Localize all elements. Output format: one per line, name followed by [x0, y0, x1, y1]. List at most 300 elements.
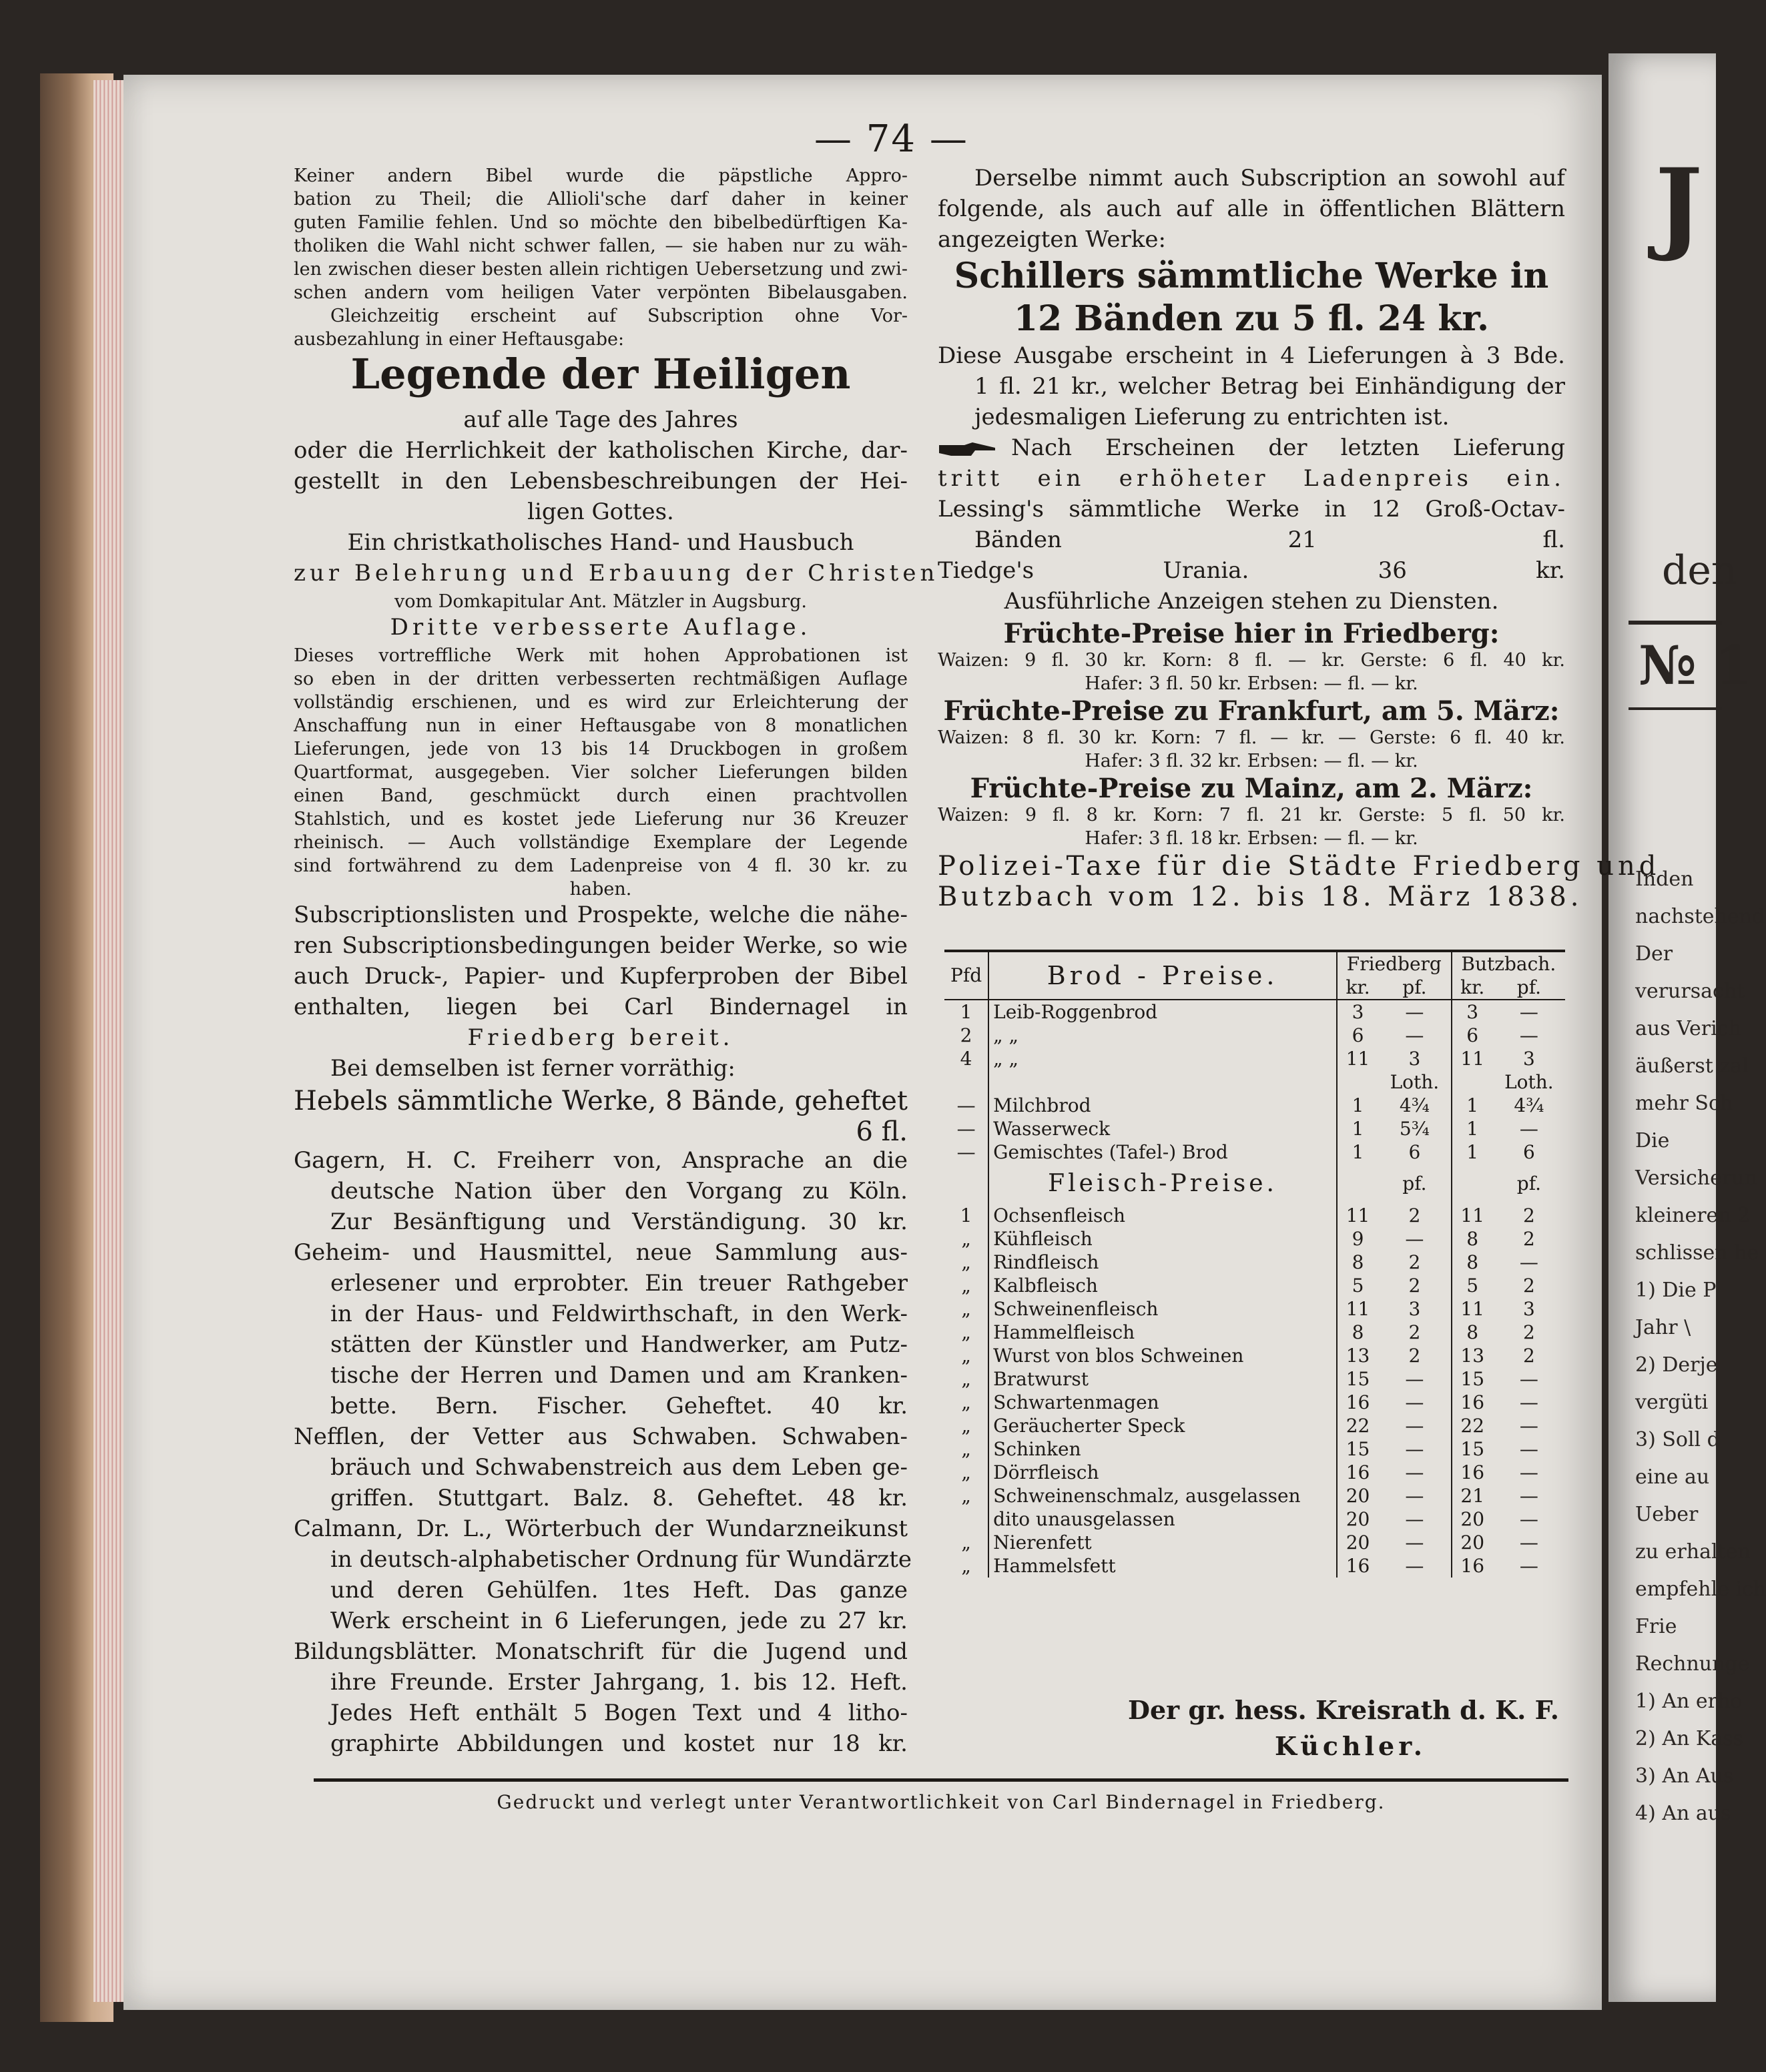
cell-pfd: „ — [961, 1531, 971, 1553]
cell-name — [988, 1070, 1337, 1094]
text-content: Waizen: 9 fl. 30 kr. Korn: 8 fl. — kr. Gerste: 6 fl. 40 kr. — [938, 650, 1565, 671]
text-line — [938, 590, 1565, 621]
text-content: erlesener und erprobter. Ein treuer Rathgeber — [330, 1270, 908, 1297]
text-content: bräuch und Schwabenstreich aus dem Leben ge- — [330, 1454, 908, 1481]
friedberg-pf-label: pf. — [1402, 1172, 1427, 1194]
cell-name: Hammelsfett — [988, 1554, 1337, 1578]
cell-name: Schweinenschmalz, ausgelassen — [988, 1484, 1337, 1507]
cell-fp: — — [1405, 1531, 1424, 1553]
signature-title: Der gr. hess. Kreisrath d. K. F. — [1128, 1695, 1559, 1725]
text-line — [294, 717, 908, 740]
meat-prices-title: Fleisch-Preise. — [988, 1164, 1337, 1204]
text-line — [294, 190, 908, 214]
text-line — [294, 1546, 912, 1579]
text-line — [938, 256, 1565, 302]
text-line — [938, 498, 1565, 529]
brod-prices-title: Brod - Preise. — [988, 951, 1337, 1000]
text-line — [294, 1640, 908, 1671]
cell-fk: 1 — [1337, 1140, 1378, 1164]
text-content: Nefflen, der Vetter aus Schwaben. Schwaben- — [294, 1423, 908, 1450]
cell-fk: 20 — [1337, 1484, 1378, 1507]
table-row — [944, 1414, 1565, 1437]
text-content: guten Familie fehlen. Und so möchte den bibelbedürftigen Ka- — [294, 212, 908, 233]
next-page-text: 1) An erho — [1635, 1690, 1743, 1713]
cell-name: Milchbrod — [988, 1094, 1337, 1117]
table-row — [944, 1094, 1565, 1117]
text-content: len zwischen dieser besten allein richtigen Uebersetzung und zwi- — [294, 259, 908, 280]
cell-bk: 20 — [1452, 1531, 1493, 1554]
cell-name: Ochsenfleisch — [988, 1204, 1337, 1227]
cell-name: dito unausgelassen — [988, 1507, 1337, 1531]
next-page-text: schlissen he — [1635, 1241, 1759, 1265]
cell-pfd: 4 — [960, 1047, 972, 1070]
table-row — [944, 1321, 1565, 1344]
text-line — [294, 1272, 908, 1303]
cell-bp: — — [1519, 1507, 1538, 1530]
text-content: Legende der Heiligen — [350, 350, 851, 398]
cell-pfd: „ — [961, 1227, 971, 1250]
text-line — [294, 1208, 908, 1241]
text-content: ligen Gottes. — [527, 498, 674, 525]
cell-pfd — [944, 1070, 988, 1094]
cell-fk: 9 — [1337, 1227, 1378, 1251]
cell-pfd: 1 — [960, 1204, 972, 1227]
cell-bk: 16 — [1452, 1554, 1493, 1578]
text-line — [938, 406, 1565, 436]
cell-fp: 2 — [1408, 1251, 1421, 1273]
cell-bk: 20 — [1452, 1507, 1493, 1531]
cell-name: Geräucherter Speck — [988, 1414, 1337, 1437]
text-line — [294, 1456, 908, 1487]
butzbach-pf-header: pf. — [1493, 976, 1565, 1000]
cell-fp: 3 — [1408, 1047, 1421, 1070]
cell-fk: 11 — [1337, 1297, 1378, 1321]
cell-bk: 16 — [1452, 1461, 1493, 1484]
cell-name: „ „ — [988, 1024, 1337, 1047]
cell-fp: 4¾ — [1399, 1094, 1430, 1116]
text-line — [294, 965, 908, 996]
cell-fk: 8 — [1337, 1251, 1378, 1274]
cell-pfd: „ — [961, 1414, 971, 1437]
table-row — [944, 1204, 1565, 1227]
text-line — [294, 1333, 908, 1364]
text-line — [938, 618, 1565, 651]
text-content: Friedberg bereit. — [467, 1024, 734, 1051]
cell-name: Dörrfleisch — [988, 1461, 1337, 1484]
text-line — [294, 1579, 908, 1610]
text-line — [294, 1057, 908, 1088]
cell-bk: 22 — [1452, 1414, 1493, 1437]
text-content: Diese Ausgabe erscheint in 4 Lieferungen à 3 Bde. — [938, 342, 1565, 369]
text-content: Lessing's sämmtliche Werke in 12 Groß-Octav- — [938, 496, 1565, 523]
text-content: gestellt in den Lebensbeschreibungen der Hei- — [294, 468, 908, 494]
next-page-text: empfehle ich — [1635, 1578, 1766, 1601]
cell-fk: 16 — [1337, 1461, 1378, 1484]
table-row — [944, 1531, 1565, 1554]
cell-bp: 6 — [1522, 1140, 1535, 1163]
cell-bp: — — [1519, 1117, 1538, 1140]
cell-fk: 20 — [1337, 1531, 1378, 1554]
cell-bk — [1452, 1070, 1493, 1094]
text-content: tische der Herren und Damen und am Kranken- — [330, 1362, 908, 1389]
cell-fk: 20 — [1337, 1507, 1378, 1531]
text-line — [294, 1149, 908, 1180]
text-line — [938, 851, 1661, 884]
text-line — [294, 1487, 908, 1517]
cell-bp: 2 — [1522, 1227, 1535, 1250]
cell-pfd: — — [956, 1140, 976, 1163]
cell-bk: 21 — [1452, 1484, 1493, 1507]
cell-bp: — — [1519, 1367, 1538, 1390]
text-content: Geheim- und Hausmittel, neue Sammlung aus- — [294, 1239, 908, 1266]
cell-fp: — — [1405, 1000, 1424, 1023]
text-line — [938, 775, 1565, 806]
text-content: rheinisch. — Auch vollständige Exemplare der Legende — [294, 832, 908, 853]
table-row — [944, 1047, 1565, 1070]
cell-name: Kalbfleisch — [988, 1274, 1337, 1297]
cell-fp: — — [1405, 1367, 1424, 1390]
text-content: einen Band, geschmückt durch einen prachtvollen — [294, 785, 908, 806]
text-content: Tiedge's Urania. 36 kr. — [938, 557, 1565, 584]
text-line — [938, 806, 1565, 829]
cell-bp: — — [1519, 1391, 1538, 1413]
cell-fp: 2 — [1408, 1274, 1421, 1297]
cell-fp: — — [1405, 1554, 1424, 1577]
cell-name: Schinken — [988, 1437, 1337, 1461]
cell-bp: — — [1519, 1024, 1538, 1046]
cell-fp: 2 — [1408, 1321, 1421, 1343]
cell-fp: — — [1405, 1437, 1424, 1460]
next-page-text: kleineren 2 — [1635, 1204, 1751, 1227]
table-row — [944, 1507, 1565, 1531]
cell-pfd: „ — [961, 1274, 971, 1297]
cell-bk: 1 — [1452, 1140, 1493, 1164]
friedberg-pf-header: pf. — [1378, 976, 1452, 1000]
text-line — [938, 829, 1565, 853]
cell-bk: 15 — [1452, 1367, 1493, 1391]
cell-fp: 2 — [1408, 1204, 1421, 1227]
text-line — [938, 559, 1565, 590]
text-line — [294, 470, 908, 500]
cell-pfd: „ — [961, 1391, 971, 1413]
cell-name: Leib-Roggenbrod — [988, 1000, 1337, 1024]
right-column — [938, 165, 1661, 914]
text-content: Subscriptionslisten und Prospekte, welche die nähe- — [294, 902, 908, 928]
next-page-text: 3) Soll d — [1635, 1428, 1720, 1451]
cell-fp: 5¾ — [1399, 1117, 1430, 1140]
text-content: bette. Bern. Fischer. Geheftet. 40 kr. — [330, 1393, 908, 1419]
text-content: Hafer: 3 fl. 50 kr. Erbsen: — fl. — kr. — [1085, 673, 1418, 694]
cell-name: Schweinenfleisch — [988, 1297, 1337, 1321]
text-line — [294, 214, 908, 237]
bottom-rule — [314, 1778, 1568, 1782]
cell-name: Kühfleisch — [988, 1227, 1337, 1251]
text-line — [938, 228, 1565, 259]
cell-pfd: 1 — [960, 1000, 972, 1023]
next-page-text: Rechnunge — [1635, 1652, 1750, 1676]
adjacent-page — [1608, 53, 1766, 2002]
text-line — [294, 307, 908, 330]
text-line — [294, 647, 908, 670]
text-content: vom Domkapitular Ant. Mätzler in Augsburg. — [394, 591, 807, 612]
cell-bp: — — [1519, 1251, 1538, 1273]
text-line — [294, 934, 908, 965]
cell-pfd: „ — [961, 1251, 971, 1273]
text-line — [294, 996, 908, 1026]
text-line — [938, 298, 1565, 344]
text-line — [294, 616, 908, 647]
butzbach-header: Butzbach. — [1452, 951, 1565, 976]
cell-pfd: „ — [961, 1461, 971, 1483]
cell-fk: 11 — [1337, 1204, 1378, 1227]
next-page-text: 4) An aus — [1635, 1802, 1731, 1825]
text-content: zur Belehrung und Erbauung der Christen — [294, 560, 939, 587]
table-row — [944, 1391, 1565, 1414]
text-line — [938, 467, 1565, 498]
cell-bk: 15 — [1452, 1437, 1493, 1461]
cell-fk: 5 — [1337, 1274, 1378, 1297]
text-content: auf alle Tage des Jahres — [463, 406, 738, 433]
cell-name: Rindfleisch — [988, 1251, 1337, 1274]
pointing-hand-icon — [938, 440, 998, 458]
next-page-text: Versicherun — [1635, 1166, 1757, 1190]
cell-name: Gemischtes (Tafel-) Brod — [988, 1140, 1337, 1164]
cell-bk: 6 — [1452, 1024, 1493, 1047]
next-page-text: Ueber — [1635, 1503, 1699, 1526]
cell-pfd: „ — [961, 1321, 971, 1343]
text-content: Waizen: 8 fl. 30 kr. Korn: 7 fl. — kr. — Gerste: 6 fl. 40 kr. — [938, 727, 1565, 748]
text-content: tritt ein erhöheter Ladenpreis ein. — [938, 465, 1565, 492]
friedberg-kr-header: kr. — [1337, 976, 1378, 1000]
cell-bp: — — [1519, 1554, 1538, 1577]
cell-bk: 11 — [1452, 1047, 1493, 1070]
next-page-text: zu erhalten — [1635, 1540, 1751, 1564]
text-line — [294, 1303, 908, 1333]
cell-fk: 16 — [1337, 1391, 1378, 1414]
cell-fp: — — [1405, 1461, 1424, 1483]
text-content: Hebels sämmtliche Werke, 8 Bände, geheftet — [294, 1086, 908, 1116]
text-content: Butzbach vom 12. bis 18. März 1838. — [938, 882, 1583, 912]
text-content: 12 Bänden zu 5 fl. 24 kr. — [1013, 298, 1490, 339]
text-content: ausbezahlung in einer Heftausgabe: — [294, 329, 625, 350]
text-content: Gagern, H. C. Freiherr von, Ansprache an die — [294, 1147, 908, 1174]
cell-pfd — [944, 1507, 988, 1531]
cell-name: Hammelfleisch — [988, 1321, 1337, 1344]
text-content: Hafer: 3 fl. 18 kr. Erbsen: — fl. — kr. — [1085, 828, 1418, 849]
text-line — [294, 1671, 908, 1702]
next-page-text: mehr Sch — [1635, 1092, 1733, 1115]
table-row — [944, 1117, 1565, 1140]
text-line — [938, 529, 1565, 559]
cell-bp: — — [1519, 1484, 1538, 1507]
text-line — [294, 1241, 908, 1272]
text-content: Bildungsblätter. Monatschrift für die Jugend und — [294, 1638, 908, 1665]
cell-name: Schwartenmagen — [988, 1391, 1337, 1414]
cell-fk: 6 — [1337, 1024, 1378, 1047]
next-page-text: 2) Derje — [1635, 1353, 1718, 1377]
table-row — [944, 1484, 1565, 1507]
text-content: in deutsch-alphabetischer Ordnung für Wundärzte — [330, 1546, 912, 1573]
cell-pfd: „ — [961, 1367, 971, 1390]
price-table — [944, 950, 1565, 1578]
cell-bk: 16 — [1452, 1391, 1493, 1414]
text-line — [294, 904, 908, 934]
cell-fk: 15 — [1337, 1437, 1378, 1461]
text-line — [294, 810, 908, 833]
text-line — [294, 500, 908, 531]
cell-bk: 1 — [1452, 1117, 1493, 1140]
cell-fp: 2 — [1408, 1344, 1421, 1367]
cell-fp: — — [1405, 1391, 1424, 1413]
cell-pfd: 2 — [960, 1024, 972, 1046]
text-content: Dieses vortreffliche Werk mit hohen Approbationen ist — [294, 645, 908, 666]
cell-bk: 8 — [1452, 1251, 1493, 1274]
cell-fk: 13 — [1337, 1344, 1378, 1367]
next-page-text: verursacht — [1635, 980, 1745, 1003]
text-line — [294, 693, 908, 717]
text-content: 6 fl. — [856, 1116, 908, 1147]
printer-imprint: Gedruckt und verlegt unter Verantwortlichkeit von Carl Bindernagel in Friedberg. — [497, 1791, 1386, 1813]
cell-pfd: — — [956, 1117, 976, 1140]
text-line — [938, 695, 1565, 729]
text-content: Ein christkatholisches Hand- und Hausbuch — [347, 529, 854, 556]
text-line — [294, 1364, 908, 1395]
left-column — [294, 165, 939, 1763]
page-number: — 74 — — [814, 117, 968, 161]
text-content: Hafer: 3 fl. 32 kr. Erbsen: — fl. — kr. — [1085, 751, 1418, 771]
text-content: oder die Herrlichkeit der katholischen Kirche, dar- — [294, 437, 908, 464]
text-content: Nach Erscheinen der letzten Lieferung — [1011, 434, 1565, 461]
cell-fp: — — [1405, 1484, 1424, 1507]
text-content: folgende, als auch auf alle in öffentlichen Blättern — [938, 196, 1565, 222]
text-content: stätten der Künstler und Handwerker, am Putz- — [330, 1331, 908, 1358]
table-row — [944, 1251, 1565, 1274]
cell-fk: 1 — [1337, 1117, 1378, 1140]
text-line — [294, 1395, 908, 1425]
next-page-text: Frie — [1635, 1615, 1677, 1638]
text-line — [294, 833, 908, 857]
text-content: Stahlstich, und es kostet jede Lieferung nur 36 Kreuzer — [294, 809, 908, 829]
cell-bp: Loth. — [1504, 1070, 1554, 1093]
cell-bk: 8 — [1452, 1321, 1493, 1344]
text-content: Dritte verbesserte Auflage. — [390, 614, 812, 641]
text-line — [294, 787, 908, 810]
next-page-text: aus Verich — [1635, 1017, 1741, 1040]
text-content: Bänden 21 fl. — [974, 527, 1565, 553]
cell-fk: 15 — [1337, 1367, 1378, 1391]
text-content: schen andern vom heiligen Vater verpönten Bibelausgaben. — [294, 282, 908, 303]
cell-pfd: „ — [961, 1554, 971, 1577]
text-content: Anschaffung nun in einer Heftausgabe von 8 monatlichen — [294, 715, 908, 736]
text-line — [294, 670, 908, 693]
cell-bp: 3 — [1522, 1047, 1535, 1070]
text-line — [938, 375, 1565, 406]
cell-name: Nierenfett — [988, 1531, 1337, 1554]
cell-bk: 11 — [1452, 1204, 1493, 1227]
cell-bk: 5 — [1452, 1274, 1493, 1297]
text-content: graphirte Abbildungen und kostet nur 18 kr. — [330, 1730, 908, 1757]
cell-bp: 2 — [1522, 1321, 1535, 1343]
text-content: Polizei-Taxe für die Städte Friedberg und — [938, 851, 1661, 882]
text-content: ihre Freunde. Erster Jahrgang, 1. bis 12. Heft. — [330, 1669, 908, 1696]
next-page-number: № 1 — [1639, 634, 1753, 697]
text-content: und deren Gehülfen. 1tes Heft. Das ganze — [330, 1577, 908, 1604]
next-page-text: eine au — [1635, 1465, 1710, 1489]
table-row — [944, 1437, 1565, 1461]
cell-fk: 16 — [1337, 1554, 1378, 1578]
table-row — [944, 1554, 1565, 1578]
next-page-text: vergüti — [1635, 1391, 1709, 1414]
text-line — [294, 593, 908, 616]
text-line — [294, 880, 908, 904]
cell-fp: 3 — [1408, 1297, 1421, 1320]
text-line — [294, 1425, 908, 1456]
text-line — [938, 752, 1565, 775]
cell-bp: — — [1519, 1414, 1538, 1437]
text-line — [294, 531, 908, 562]
text-line — [294, 1732, 908, 1763]
text-line — [938, 344, 1565, 375]
cell-fp: Loth. — [1390, 1070, 1440, 1093]
text-line — [294, 1088, 908, 1118]
text-line — [294, 350, 908, 408]
text-line — [294, 408, 908, 439]
text-line — [938, 651, 1565, 675]
cell-bk: 3 — [1452, 1000, 1493, 1024]
text-content: Lieferungen, jede von 13 bis 14 Druckbogen in großem — [294, 739, 908, 759]
text-line — [938, 729, 1565, 752]
text-line — [294, 284, 908, 307]
text-line — [938, 167, 1565, 198]
text-line — [294, 560, 939, 593]
text-line — [294, 740, 908, 763]
cell-name: Bratwurst — [988, 1367, 1337, 1391]
next-page-text: Jahr \ — [1635, 1316, 1691, 1339]
text-line — [294, 1180, 908, 1211]
cell-bp: 4¾ — [1514, 1094, 1544, 1116]
cell-pfd: „ — [961, 1484, 971, 1507]
next-page-text: 2) An Kass — [1635, 1727, 1743, 1750]
next-page-text: Der — [1635, 942, 1673, 966]
butzbach-kr-header: kr. — [1452, 976, 1493, 1000]
table-row — [944, 1344, 1565, 1367]
cell-bp: 2 — [1522, 1204, 1535, 1227]
next-page-den: den — [1662, 547, 1737, 594]
cell-bp: 3 — [1522, 1297, 1535, 1320]
table-row — [944, 1461, 1565, 1484]
cell-bp: 2 — [1522, 1274, 1535, 1297]
text-content: Werk erscheint in 6 Lieferungen, jede zu 27 kr. — [330, 1608, 908, 1634]
text-content: Zur Besänftigung und Verständigung. 30 kr. — [330, 1208, 908, 1235]
cell-fk: 1 — [1337, 1094, 1378, 1117]
text-content: vollständig erschienen, und es wird zur Erleichterung der — [294, 692, 908, 713]
text-content: Früchte-Preise hier in Friedberg: — [1003, 618, 1500, 649]
text-line — [938, 436, 1565, 467]
cell-fp: — — [1405, 1507, 1424, 1530]
text-content: Keiner andern Bibel wurde die päpstliche Appro- — [294, 165, 908, 186]
text-content: bation zu Theil; die Allioli'sche darf daher in keiner — [294, 189, 908, 210]
text-content: Calmann, Dr. L., Wörterbuch der Wundarzneikunst — [294, 1515, 908, 1542]
cell-fk: 3 — [1337, 1000, 1378, 1024]
cell-bp: — — [1519, 1531, 1538, 1553]
cell-fk: 22 — [1337, 1414, 1378, 1437]
table-row — [944, 1140, 1565, 1164]
text-line — [294, 857, 908, 880]
text-content: sind fortwährend zu dem Ladenpreise von 4 fl. 30 kr. zu — [294, 855, 908, 876]
cell-pfd: „ — [961, 1344, 971, 1367]
table-row — [944, 1000, 1565, 1024]
text-line — [938, 675, 1565, 698]
